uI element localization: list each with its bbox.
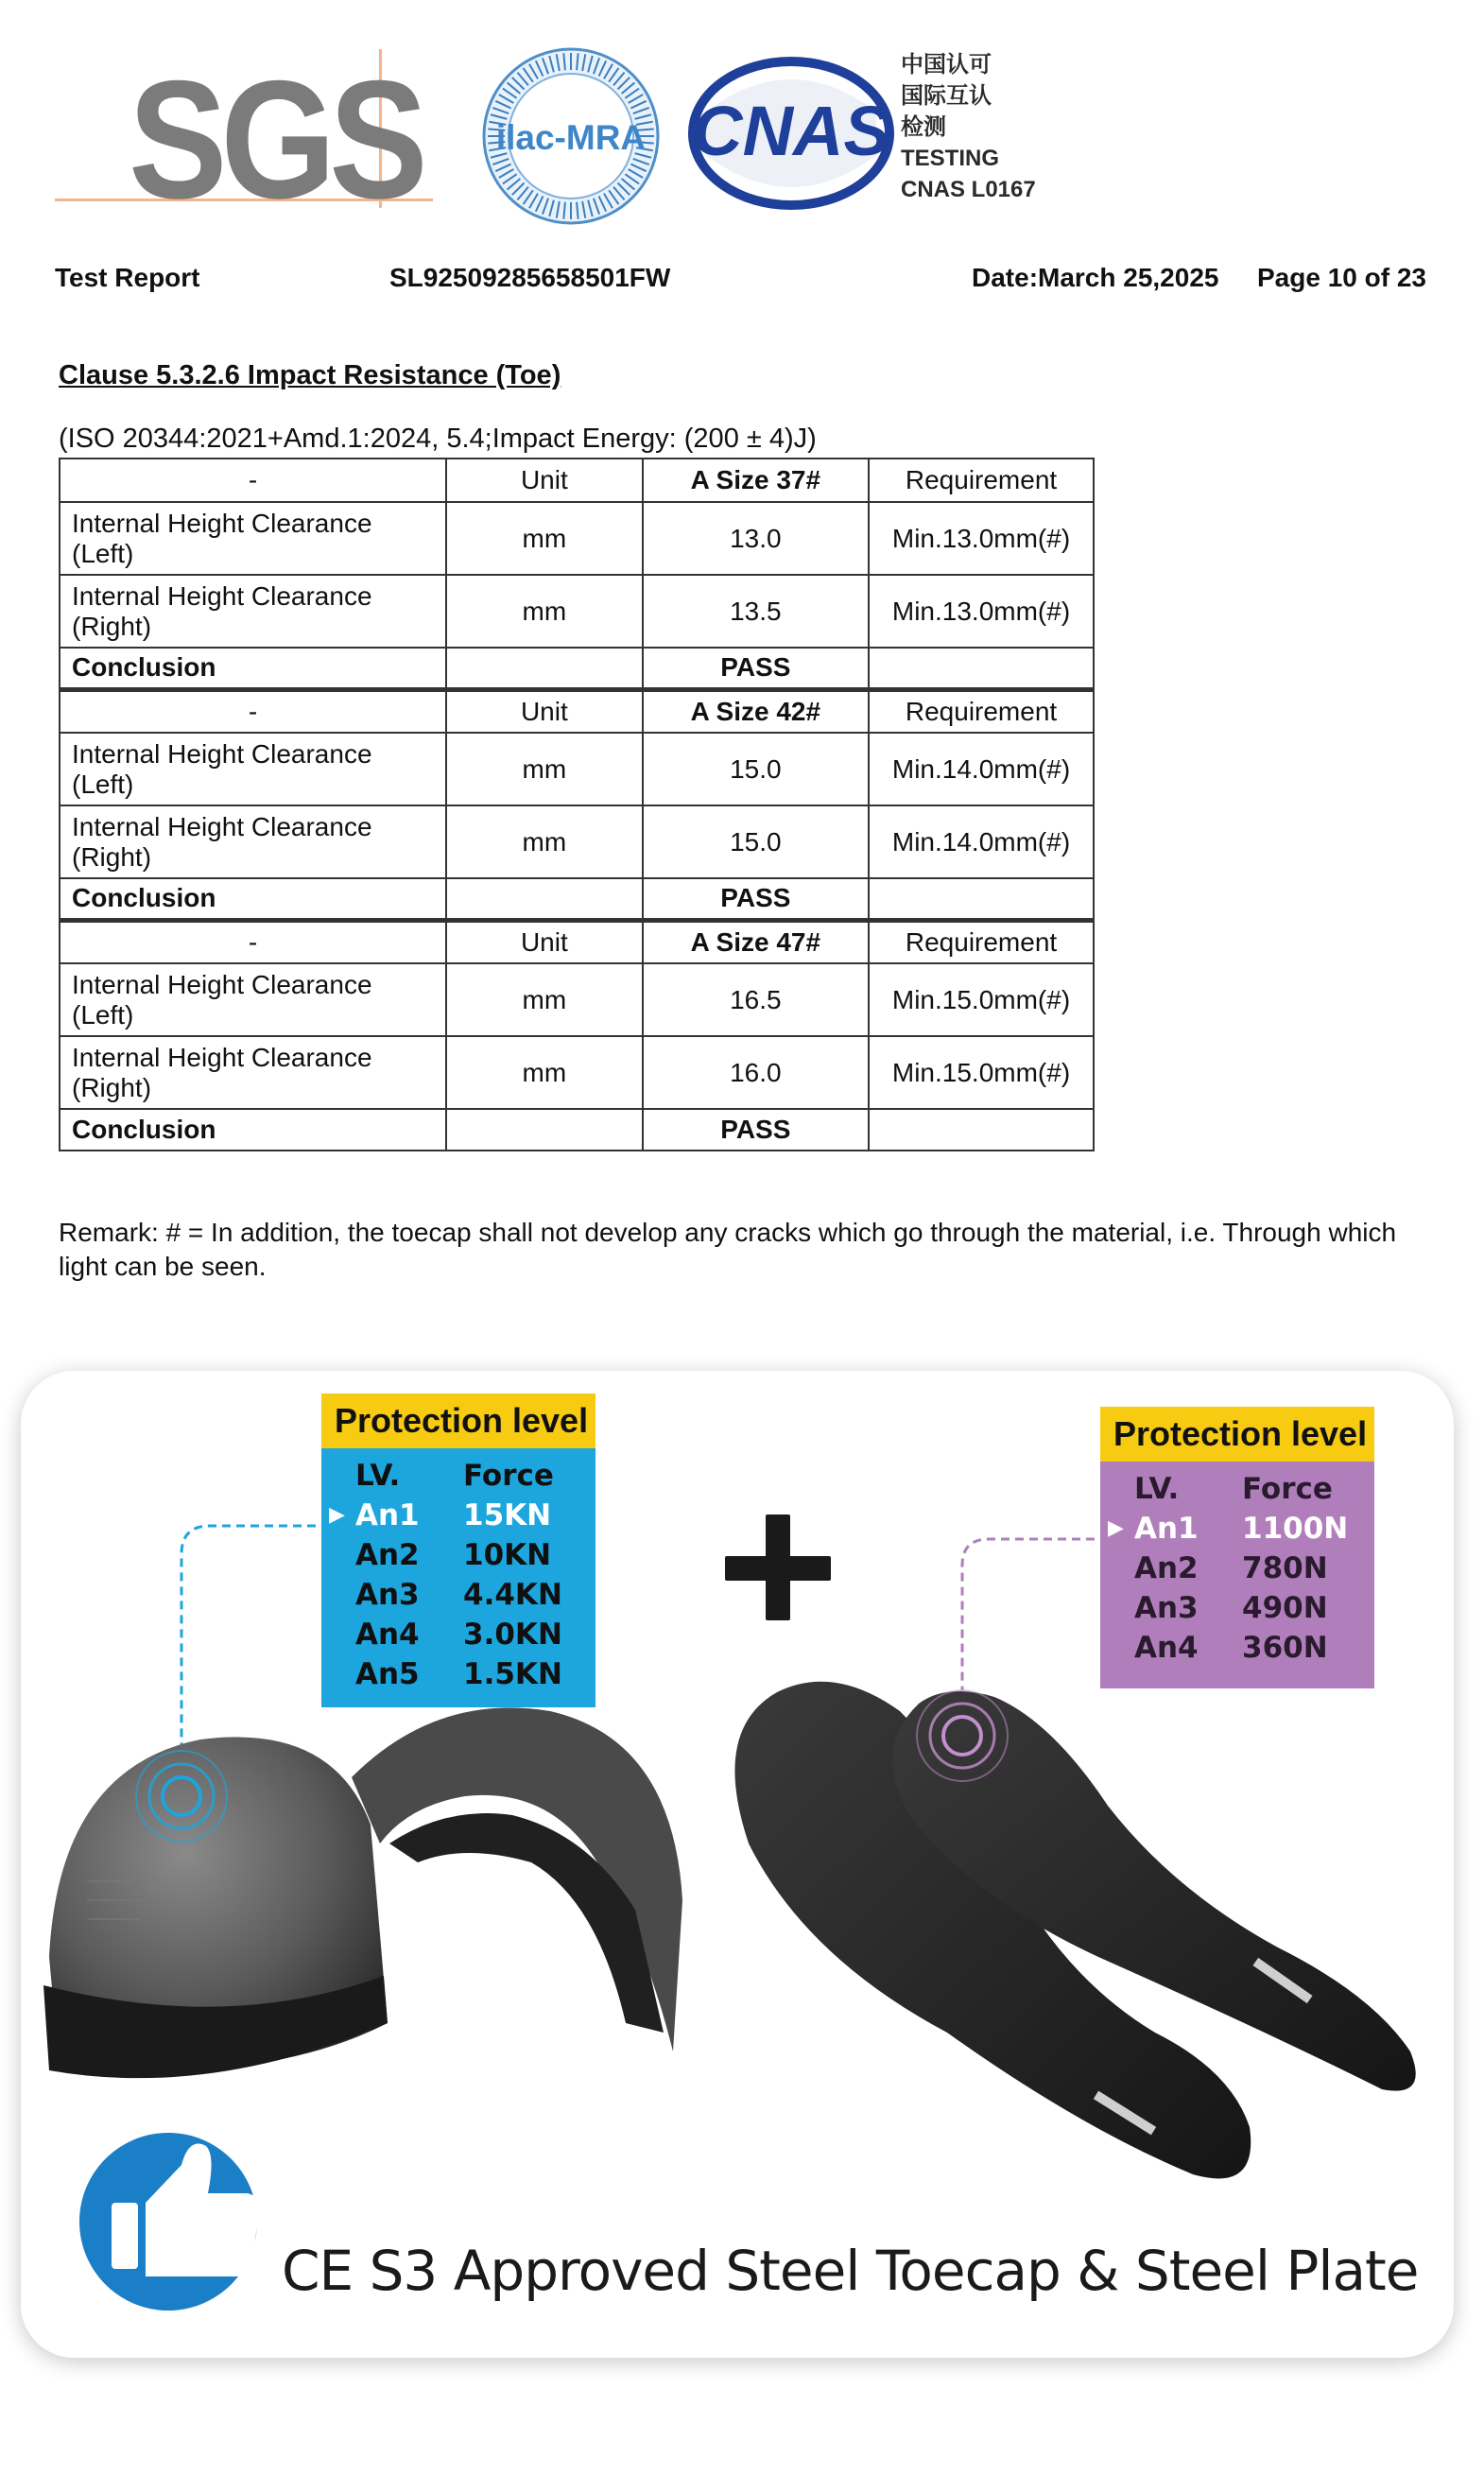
table-cell: Unit [446,689,642,733]
table-conclusion-row [60,878,1094,920]
table-cell: 16.0 [643,1036,869,1109]
table-cell [446,648,642,689]
report-header [55,263,1435,297]
table-cell: 15.0 [643,733,869,805]
table-cell [446,1109,642,1151]
cnas-logo-text: CNAS [692,92,890,170]
report-label: Test Report [55,263,200,292]
table-cell: PASS [643,648,869,689]
table-cell: Internal Height Clearance (Right) [60,805,446,878]
table-conclusion-row [60,1109,1094,1151]
toecap-protection-level-panel [321,1393,595,1707]
table-cell [869,1109,1094,1151]
toecap-level-force: 3.0KN [463,1618,562,1652]
table-cell: Conclusion [60,648,446,689]
plate-level-code: An1 [1134,1512,1199,1546]
plate-panel-title: Protection level [1100,1407,1374,1462]
toecap-panel-header-row [321,1456,595,1496]
toecap-back [352,1707,682,2051]
plate-level-force: 1100N [1242,1512,1349,1546]
table-row [60,733,1094,805]
table-cell [869,878,1094,920]
left-connector-line [181,1526,316,1758]
table-cell: Requirement [869,459,1094,502]
table-cell: Internal Height Clearance (Right) [60,1036,446,1109]
plate-level-row [1100,1549,1374,1588]
cnas-line-5: CNAS L0167 [901,177,1036,202]
table-cell: mm [446,575,642,648]
ilac-mra-logo [478,43,664,229]
cnas-line-3: 检测 [901,114,946,140]
toecap-level-force: 10KN [463,1538,552,1572]
toecap-level-code: An1 [355,1498,420,1532]
table-row [60,575,1094,648]
table-cell: Min.13.0mm(#) [869,502,1094,575]
cnas-accreditation-text [901,49,1071,205]
table-row [60,805,1094,878]
table-cell: - [60,920,446,963]
toecap-level-row [321,1615,595,1654]
report-page: Page 10 of 23 [1257,263,1426,292]
table-cell: Conclusion [60,1109,446,1151]
cnas-line-4: TESTING [901,146,1000,171]
plate-level-row [1100,1588,1374,1628]
plate-col-force: Force [1242,1472,1333,1506]
sgs-logo-text: SGS [129,45,422,234]
sgs-logo [55,45,433,234]
table-cell: mm [446,733,642,805]
table-cell: Unit [446,459,642,502]
toecap-level-row [321,1535,595,1575]
toecap-panel-body [321,1448,595,1707]
table-cell: Min.14.0mm(#) [869,805,1094,878]
plate-col-lv: LV. [1134,1472,1180,1506]
plus-icon [725,1514,831,1620]
toecap-level-row [321,1654,595,1694]
toecap-level-code: An5 [355,1657,420,1691]
selected-level-arrow-icon: ▶ [1108,1516,1124,1540]
cnas-logo [687,57,895,210]
table-header-row [60,459,1094,502]
remark-text: Remark: # = In addition, the toecap shall not develop any cracks which go through the material, i.e. Through which light can be seen. [59,1218,1397,1281]
table-cell: A Size 47# [643,920,869,963]
selected-level-arrow-icon: ▶ [329,1503,345,1527]
table-cell: - [60,459,446,502]
toecap-level-row [321,1575,595,1615]
table-row [60,1036,1094,1109]
table-cell: Min.15.0mm(#) [869,963,1094,1036]
table-conclusion-row [60,648,1094,689]
table-cell: Min.15.0mm(#) [869,1036,1094,1109]
plate-level-row [1100,1509,1374,1549]
table-cell: PASS [643,878,869,920]
table-cell: Min.13.0mm(#) [869,575,1094,648]
cnas-line-2: 国际互认 [901,83,992,109]
plate-level-force: 360N [1242,1631,1328,1665]
product-promo-card [21,1371,1454,2358]
report-number: SL92509285658501FW [389,263,671,292]
table-cell: mm [446,963,642,1036]
table-cell: 15.0 [643,805,869,878]
toecap-level-force: 4.4KN [463,1578,562,1612]
toecap-level-row [321,1496,595,1535]
table-cell: mm [446,805,642,878]
plate-panel-body [1100,1462,1374,1688]
table-cell: 13.5 [643,575,869,648]
table-cell: Internal Height Clearance (Left) [60,733,446,805]
clause-title: Clause 5.3.2.6 Impact Resistance (Toe) [59,360,561,390]
toecap-level-force: 1.5KN [463,1657,562,1691]
plate-level-force: 780N [1242,1551,1328,1585]
table-cell: Min.14.0mm(#) [869,733,1094,805]
toecap-level-force: 15KN [463,1498,552,1532]
table-cell: A Size 37# [643,459,869,502]
table-row [60,502,1094,575]
toecap-col-lv: LV. [355,1459,401,1493]
toecap-level-code: An2 [355,1538,420,1572]
table-cell: Unit [446,920,642,963]
plate-level-code: An4 [1134,1631,1199,1665]
table-cell: PASS [643,1109,869,1151]
toecap-col-force: Force [463,1459,554,1493]
report-date: Date:March 25,2025 [972,263,1219,292]
table-row [60,963,1094,1036]
right-connector-line [962,1539,1095,1690]
table-cell: Internal Height Clearance (Right) [60,575,446,648]
ilac-mra-text: ilac-MRA [495,118,647,157]
toecap-front [43,1737,388,2078]
table-cell: Conclusion [60,878,446,920]
table-header-row [60,920,1094,963]
table-cell [446,878,642,920]
table-cell: - [60,689,446,733]
table-cell: Internal Height Clearance (Left) [60,502,446,575]
plate-level-force: 490N [1242,1591,1328,1625]
table-cell: Requirement [869,920,1094,963]
table-cell: mm [446,502,642,575]
thumbs-up-icon [79,2133,260,2311]
plate-level-code: An3 [1134,1591,1199,1625]
table-cell: 16.5 [643,963,869,1036]
clause-standard: (ISO 20344:2021+Amd.1:2024, 5.4;Impact Energy: (200 ± 4)J) [59,424,817,454]
toecap-level-code: An3 [355,1578,420,1612]
toecap-panel-title: Protection level [321,1393,595,1448]
impact-resistance-table [59,458,1095,1151]
toecap-level-code: An4 [355,1618,420,1652]
promo-caption: CE S3 Approved Steel Toecap & Steel Plate [282,2239,1419,2303]
table-cell: A Size 42# [643,689,869,733]
table-cell: Internal Height Clearance (Left) [60,963,446,1036]
table-cell: 13.0 [643,502,869,575]
table-cell: mm [446,1036,642,1109]
plate-protection-level-panel [1100,1407,1374,1688]
plate-level-row [1100,1628,1374,1668]
cnas-line-1: 中国认可 [901,52,992,78]
table-header-row [60,689,1094,733]
plate-level-code: An2 [1134,1551,1199,1585]
plate-panel-header-row [1100,1469,1374,1509]
table-cell: Requirement [869,689,1094,733]
table-cell [869,648,1094,689]
